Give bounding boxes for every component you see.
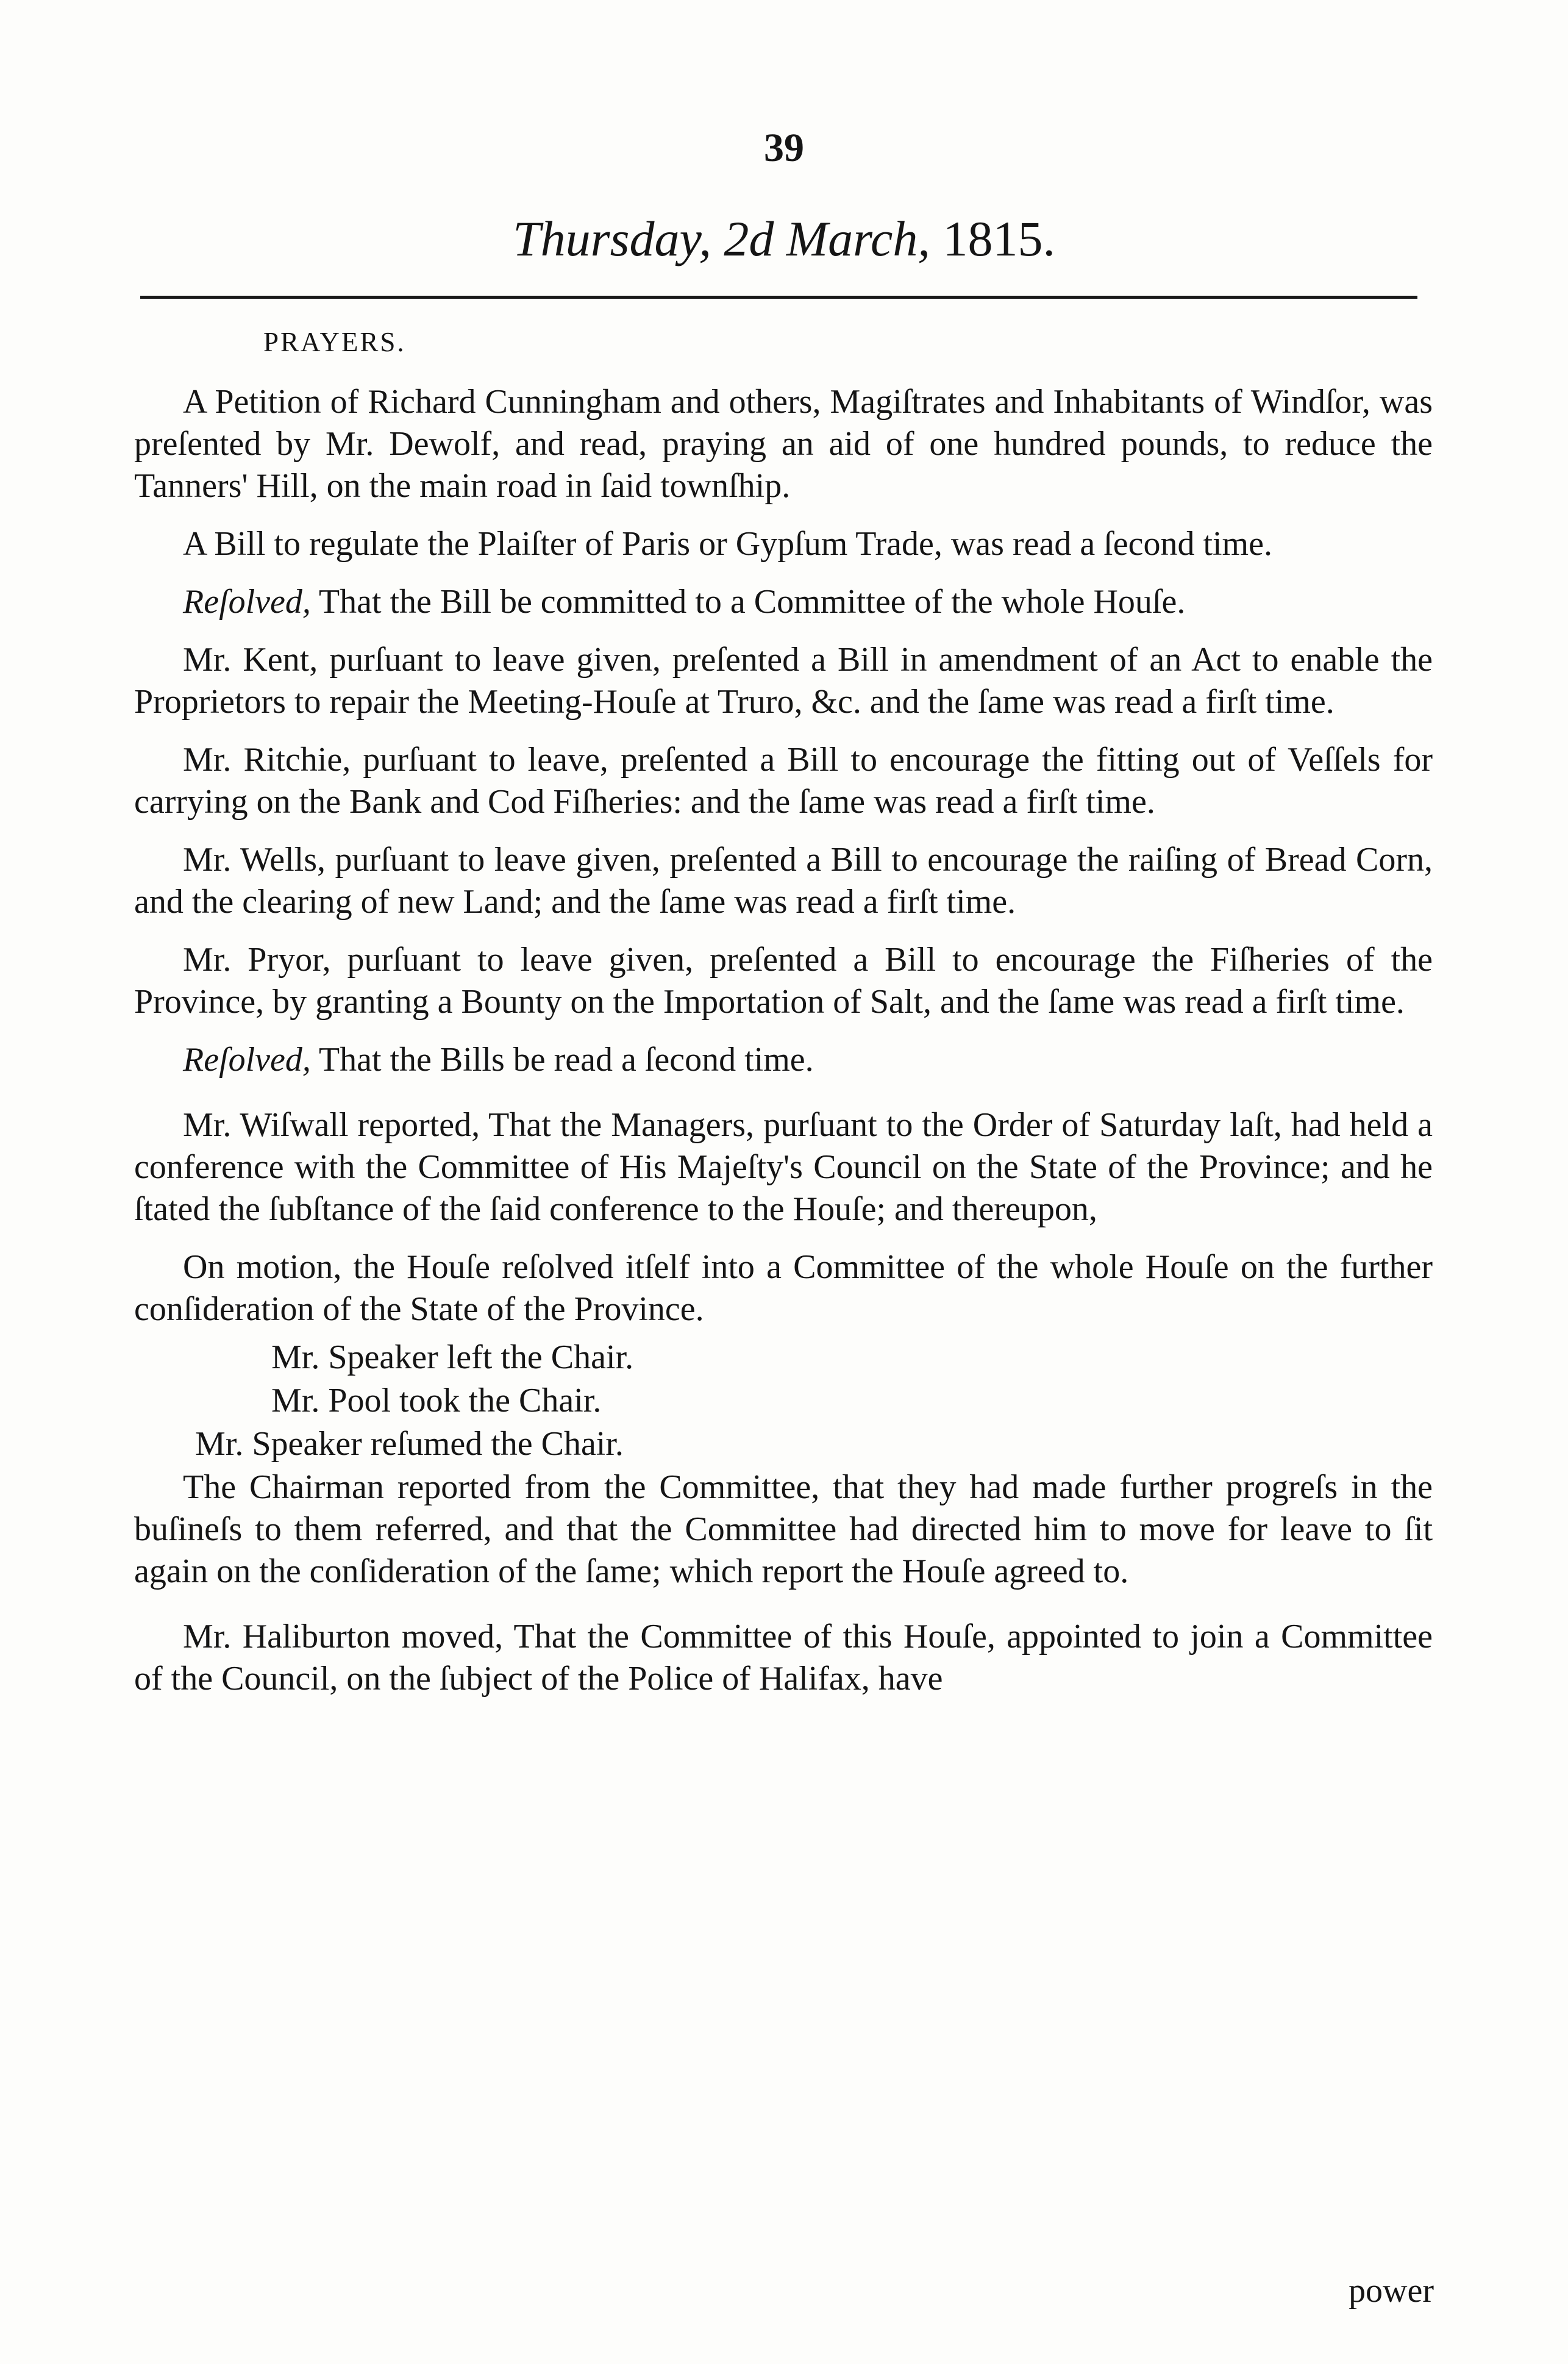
paragraph-haliburton-motion: Mr. Haliburton moved, That the Committee of this Houſe, appointed to join a Committee of the Council, on the ſubject of the Police of Halifax, have: [134, 1618, 1433, 1698]
paragraph-wiswall-report: [134, 1104, 1433, 1230]
heading-rule: [140, 296, 1417, 299]
paragraph-resolved-second-time: [134, 1039, 1433, 1081]
date-heading-day: Thursday, 2d March,: [513, 211, 930, 266]
paragraph-text: That the Bill be committed to a Committee of the whole Houſe.: [310, 583, 1186, 621]
paragraph-lead: Reſolved,: [183, 583, 311, 621]
catchword: power: [1349, 2272, 1434, 2310]
paragraph-text: That the Bills be read a ſecond time.: [310, 1041, 814, 1079]
paragraph-chairman-report: The Chairman reported from the Committee, that they had made further progreſs in the buſineſs to them referred, and that the Committee had directed him to move for leave to ſit again on the conſideration of the ſame; which report the Houſe agreed to.: [134, 1468, 1433, 1590]
date-heading-year: 1815.: [943, 211, 1055, 266]
paragraph-text: On motion, the Houſe reſolved itſelf into a Committee of the whole Houſe on the further conſideration of the State of the Province.: [134, 1248, 1433, 1328]
chair-line-pool-took: Mr. Pool took the Chair.: [271, 1382, 602, 1419]
paragraph-on-motion: [134, 1246, 1433, 1330]
chair-line-speaker-left: Mr. Speaker left the Chair.: [271, 1338, 634, 1376]
paragraph-kent-bill: [134, 639, 1433, 723]
paragraph-resolved-committee: [134, 581, 1433, 623]
prayers-heading: PRAYERS.: [263, 327, 406, 357]
paragraph-text: Mr. Wells, purſuant to leave given, preſented a Bill to encourage the raiſing of Bread Corn, and the clearing of new Land; and the ſame was read a firſt time.: [134, 841, 1433, 921]
paragraph-text: Mr. Ritchie, purſuant to leave, preſented a Bill to encourage the fitting out of Veſſels for carrying on the Bank and Cod Fiſheries: and the ſame was read a firſt time.: [134, 741, 1433, 821]
page-number: 39: [764, 126, 804, 170]
proceedings-body: [134, 381, 1433, 1716]
paragraph-text: Mr. Kent, purſuant to leave given, preſented a Bill in amendment of an Act to enable the Proprietors to repair the Meeting-Houſe at Truro, &c. and the ſame was read a firſt time.: [134, 641, 1433, 721]
paragraph-pryor-bill: [134, 939, 1433, 1023]
paragraph-ritchie-bill: [134, 739, 1433, 823]
paragraph-text: A Petition of Richard Cunningham and others, Magiſtrates and Inhabitants of Windſor, was preſented by Mr. Dewolf, and read, praying an aid of one hundred pounds, to reduce the Tanners' Hill, on the main road in ſaid townſhip.: [134, 383, 1433, 505]
paragraph-lead: Reſolved,: [183, 1041, 311, 1079]
paragraph-gypsum-bill: [134, 523, 1433, 565]
paragraph-text: A Bill to regulate the Plaiſter of Paris or Gypſum Trade, was read a ſecond time.: [183, 525, 1272, 563]
paragraph-text: Mr. Wiſwall reported, That the Managers, purſuant to the Order of Saturday laſt, had held a conference with the Committee of His Majeſty's Council on the State of the Province; and he ſtated the ſubſtance of the ſaid conference to the Houſe; and thereupon,: [134, 1106, 1433, 1228]
paragraph-text: Mr. Pryor, purſuant to leave given, preſented a Bill to encourage the Fiſheries of the Province, by granting a Bounty on the Importation of Salt, and the ſame was read a firſt time.: [134, 941, 1433, 1021]
date-heading: [0, 210, 1568, 268]
chair-line-speaker-resumed: Mr. Speaker reſumed the Chair.: [195, 1425, 624, 1463]
paragraph-petition: [134, 381, 1433, 507]
paragraph-wells-bill: [134, 839, 1433, 923]
